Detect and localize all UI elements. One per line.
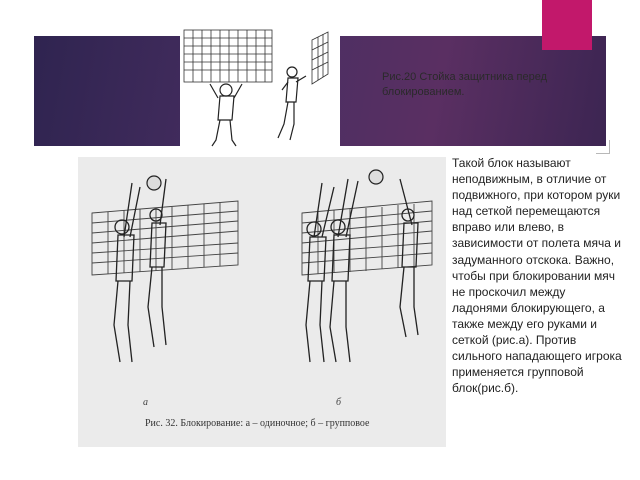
body-paragraph: Такой блок называют неподвижным, в отличие от подвижного, при котором руки над сеткой перемещаются вправо или влево, в зависимости от полета мяча и задуманного отскока. Важно, чтобы при блокировании мяч не проскочил между ладонями блокирующего, а также между его руками и сеткой (рис.а). Против сильного нападающего игрока применяется групповой блок(рис.б). bbox=[452, 156, 622, 396]
ball-single bbox=[147, 176, 161, 190]
player-single-attacker bbox=[148, 179, 166, 347]
blocking-illustration bbox=[78, 157, 446, 447]
net-right bbox=[312, 32, 328, 84]
player-side bbox=[278, 67, 306, 140]
blocking-figure-caption: Рис. 32. Блокирование: а – одиночное; б – групповое bbox=[145, 418, 370, 429]
ball-group bbox=[369, 170, 383, 184]
top-figure-illustration bbox=[182, 28, 334, 150]
net-left bbox=[184, 30, 272, 82]
blocking-figure bbox=[78, 157, 446, 447]
player-front bbox=[210, 84, 242, 146]
figure-caption: Рис.20 Стойка защитника перед блокированием. bbox=[382, 71, 548, 98]
figure-label-b: б bbox=[336, 397, 342, 408]
figure-label-a: а bbox=[143, 397, 148, 408]
